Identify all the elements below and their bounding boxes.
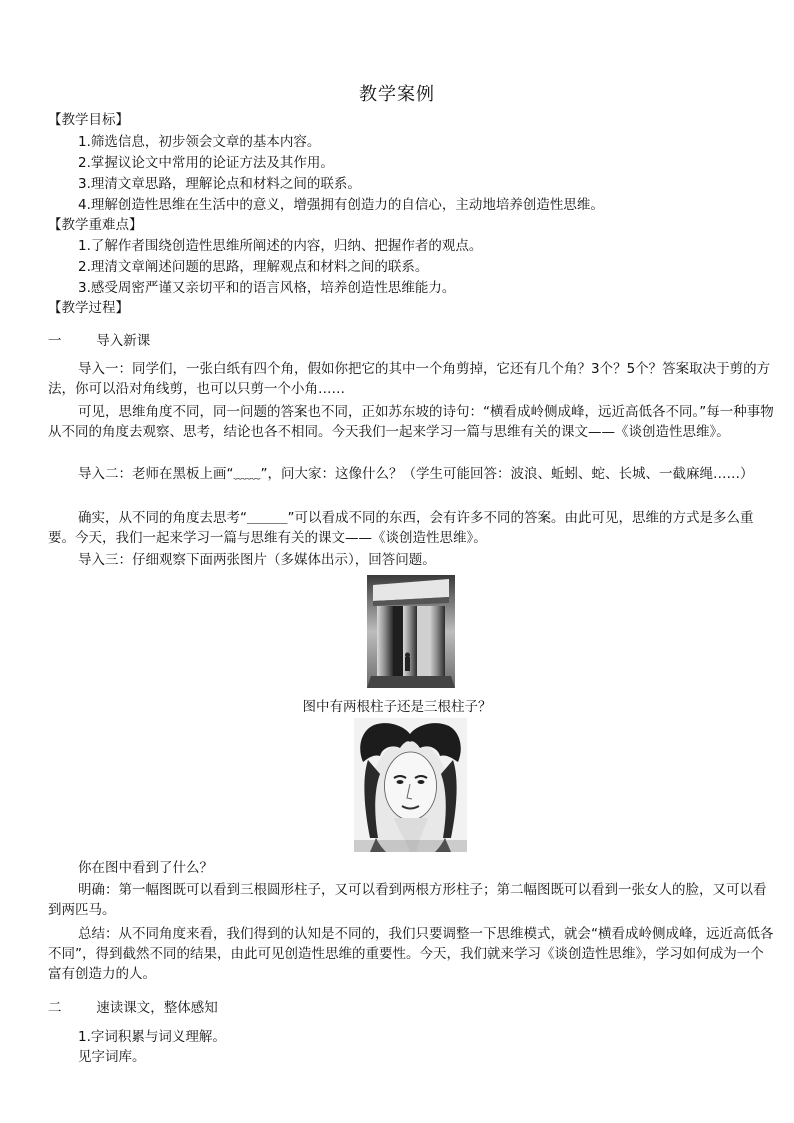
goal-item: 3.理清文章思路，理解论点和材料之间的联系。 bbox=[78, 176, 361, 192]
page-title: 教学案例 bbox=[359, 84, 435, 105]
image-caption: 图中有两根柱子还是三根柱子？ bbox=[302, 699, 492, 715]
section-number: 一 bbox=[48, 333, 62, 349]
summary-paragraph: 总结：从不同角度来看，我们得到的认知是不同的，我们只要调整一下思维模式，就会“横看成岭侧成峰，远近高低各不同”，得到截然不同的结果，由此可见创造性思维的重要性。今天，我们就来学习《谈创造性思维》，学习如何成为一个富有创造力的人。 bbox=[48, 926, 774, 982]
goals-heading: 【教学目标】 bbox=[48, 112, 129, 128]
section-title: 速读课文，整体感知 bbox=[96, 1000, 218, 1016]
key-points-heading: 【教学重难点】 bbox=[48, 217, 143, 233]
question-text: 你在图中看到了什么？ bbox=[78, 860, 213, 876]
intro-paragraph: 确实，从不同的角度去思考“＿＿＿”可以看成不同的东西，会有许多不同的答案。由此可见，思维的方式是多么重要。今天，我们一起来学习一篇与思维有关的课文——《谈创造性思维》。 bbox=[48, 510, 754, 546]
pillar-illusion-image bbox=[367, 575, 455, 688]
intro-paragraph: 可见，思维角度不同，同一问题的答案也不同，正如苏东坡的诗句：“横看成岭侧成峰，远近高低各不同。”每一种事物从不同的角度去观察、思考，结论也各不相同。今天我们一起来学习一篇与思维有关的课文——《谈创造性思维》。 bbox=[48, 404, 774, 440]
section-item: 见字词库。 bbox=[78, 1049, 146, 1065]
face-horses-illusion-image bbox=[354, 718, 467, 852]
section-heading bbox=[48, 998, 218, 1018]
section-item: 1.字词积累与词义理解。 bbox=[78, 1029, 226, 1045]
goal-item: 4.理解创造性思维在生活中的意义，增强拥有创造力的自信心，主动地培养创造性思维。 bbox=[78, 197, 604, 213]
key-point-item: 1.了解作者围绕创造性思维所阐述的内容，归纳、把握作者的观点。 bbox=[78, 238, 483, 254]
goal-item: 1.筛选信息，初步领会文章的基本内容。 bbox=[78, 134, 321, 150]
intro-paragraph: 导入三：仔细观察下面两张图片（多媒体出示），回答问题。 bbox=[78, 552, 436, 568]
answer-paragraph: 明确：第一幅图既可以看到三根圆形柱子，又可以看到两根方形柱子；第二幅图既可以看到一张女人的脸，又可以看到两匹马。 bbox=[48, 882, 767, 918]
key-point-item: 3.感受周密严谨又亲切平和的语言风格，培养创造性思维能力。 bbox=[78, 280, 456, 296]
intro-paragraph: 导入一：同学们，一张白纸有四个角，假如你把它的其中一个角剪掉，它还有几个角？3个？5个？答案取决于剪的方法，你可以沿对角线剪，也可以只剪一个小角…… bbox=[48, 361, 771, 397]
process-heading: 【教学过程】 bbox=[48, 300, 129, 316]
section-number: 二 bbox=[48, 1000, 62, 1016]
intro-paragraph: 导入二：老师在黑板上画“﹏﹏”，问大家：这像什么？（学生可能回答：波浪、蚯蚓、蛇、长城、一截麻绳……） bbox=[78, 466, 754, 482]
goal-item: 2.掌握议论文中常用的论证方法及其作用。 bbox=[78, 155, 334, 171]
section-heading bbox=[48, 331, 150, 351]
key-point-item: 2.理清文章阐述问题的思路，理解观点和材料之间的联系。 bbox=[78, 259, 429, 275]
section-title: 导入新课 bbox=[96, 333, 151, 349]
